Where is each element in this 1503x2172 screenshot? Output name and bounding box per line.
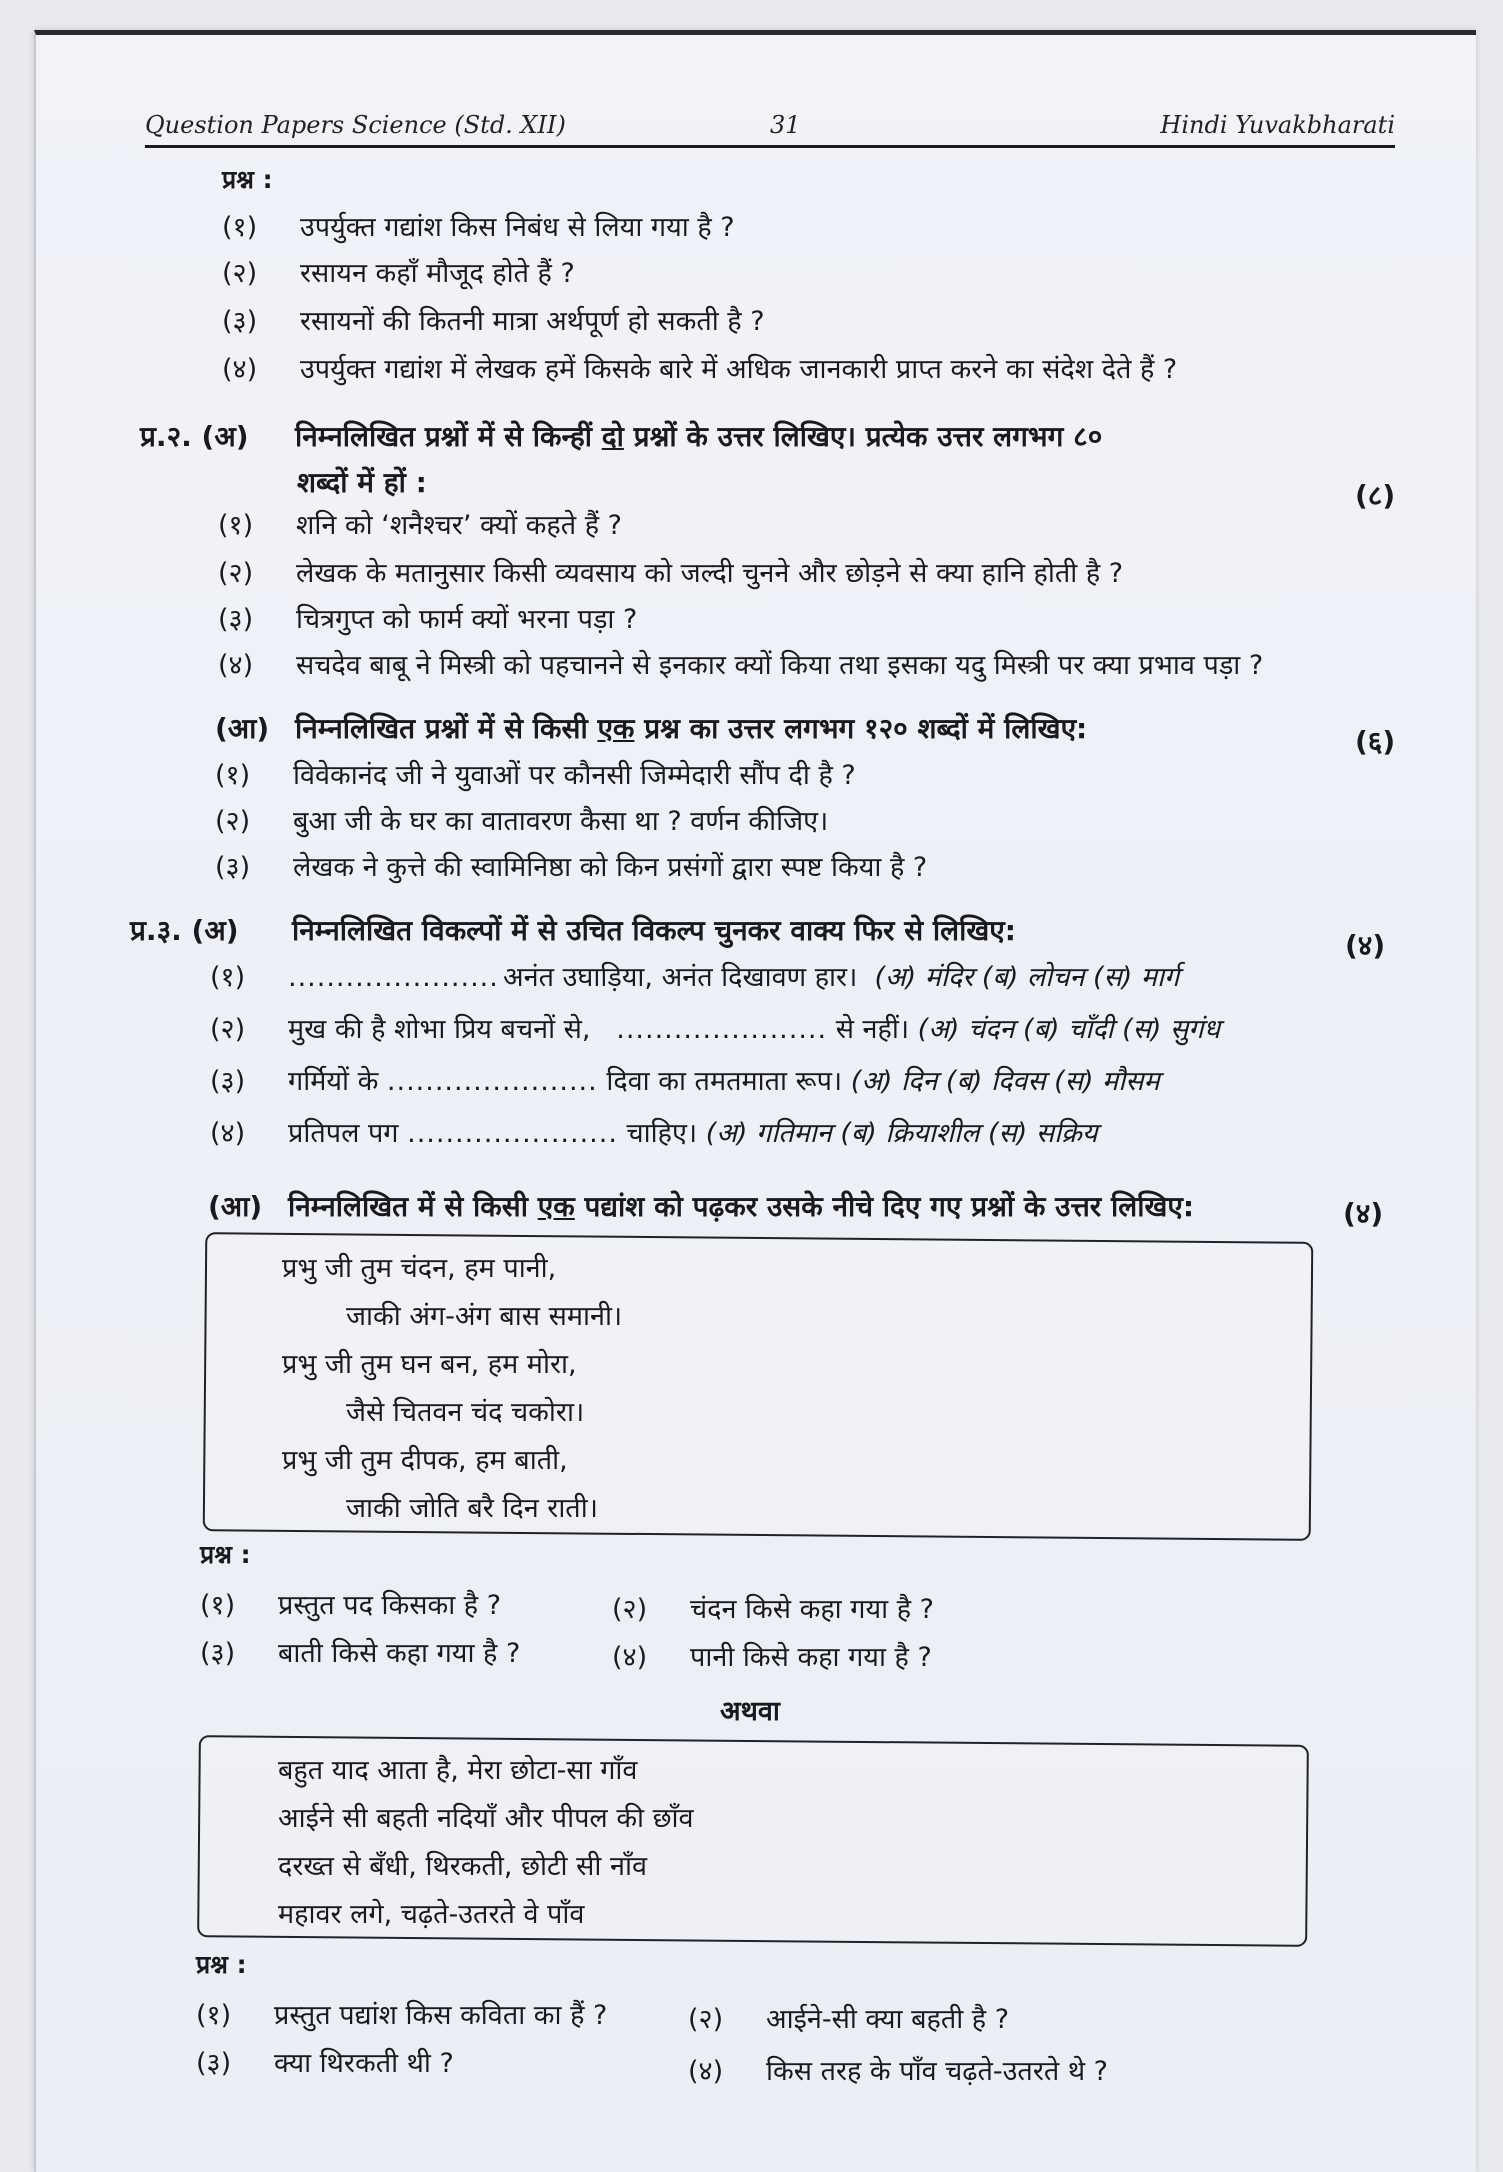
q2a-item-1: (१) शनि को ‘शनैश्चर’ क्यों कहते हैं ? (218, 510, 622, 541)
or-separator: अथवा (720, 1696, 780, 1727)
poem1-line-1: प्रभु जी तुम चंदन, हम पानी, (282, 1253, 557, 1284)
poem1-line-3: प्रभु जी तुम घन बन, हम मोरा, (282, 1349, 577, 1380)
poem2-q-3: (३) क्या थिरकती थी ? (196, 2048, 454, 2079)
q2b-item-1: (१) विवेकानंद जी ने युवाओं पर कौनसी जिम्मेदारी सौंप दी है ? (215, 760, 856, 791)
q3-part-a-heading: प्र.३. (अ) निम्नलिखित विकल्पों में से उचित विकल्प चुनकर वाक्य फिर से लिखिए: (130, 914, 1016, 947)
header-subject: Hindi Yuvakbharati (1160, 111, 1395, 139)
questions-label: प्रश्न : (222, 165, 273, 194)
poem2-line-3: दरख्त से बँधी, थिरकती, छोटी सी नाँव (278, 1851, 647, 1882)
q2-part-b-marks: (६) (1355, 725, 1396, 758)
q2a-item-4: (४) सचदेव बाबू ने मिस्त्री को पहचानने से इनकार क्यों किया तथा इसका यदु मिस्त्री पर क्या प्रभाव पड़ा ? (218, 650, 1264, 681)
poem2-line-1: बहुत याद आता है, मेरा छोटा-सा गाँव (278, 1755, 638, 1786)
poem2-q-2: (२) आईने-सी क्या बहती है ? (688, 2004, 1010, 2035)
q3a-item-3: (३) गर्मियों के ...................... दिवा का तमतमाता रूप। (अ) दिन (ब) दिवस (स) मौसम (210, 1066, 1160, 1097)
q1-item-2: (२) रसायन कहाँ मौजूद होते हैं ? (222, 258, 575, 289)
q2a-item-2: (२) लेखक के मतानुसार किसी व्यवसाय को जल्दी चुनने और छोड़ने से क्या हानि होती है ? (218, 558, 1124, 589)
q3a-item-2: (२) मुख की है शोभा प्रिय बचनों से, ...................... से नहीं। (अ) चंदन (ब) चाँदी (स) सुगंध (210, 1014, 1221, 1045)
q3a-item-1: (१) ...................... अनंत उघाड़िया, अनंत दिखावण हार। (अ) मंदिर (ब) लोचन (स) मार्ग (210, 962, 1180, 993)
q2-part-b-heading: (आ) निम्नलिखित प्रश्नों में से किसी एक प्रश्न का उत्तर लगभग १२० शब्दों में लिखिए: (215, 712, 1088, 745)
poem1-q-1: (१) प्रस्तुत पद किसका है ? (200, 1590, 502, 1621)
poem1-line-6: जाकी जोति बरै दिन राती। (346, 1493, 598, 1524)
page-number: 31 (770, 111, 801, 139)
q2-part-a-marks: (८) (1355, 479, 1396, 512)
poem1-line-4: जैसे चितवन चंद चकोरा। (346, 1397, 585, 1428)
q1-item-4: (४) उपर्युक्त गद्यांश में लेखक हमें किसके बारे में अधिक जानकारी प्राप्त करने का संदेश देते हैं ? (222, 354, 1178, 385)
q3-part-b-marks: (४) (1343, 1197, 1384, 1230)
q3a-item-4: (४) प्रतिपल पग ...................... चाहिए। (अ) गतिमान (ब) क्रियाशील (स) सक्रिय (210, 1118, 1098, 1149)
q2-number: प्र.२. (अ) (140, 420, 249, 453)
q3-part-b-heading: (आ) निम्नलिखित में से किसी एक पद्यांश को पढ़कर उसके नीचे दिए गए प्रश्नों के उत्तर लिखिए: (208, 1190, 1195, 1223)
q2b-item-2: (२) बुआ जी के घर का वातावरण कैसा था ? वर्णन कीजिए। (215, 806, 829, 837)
q2a-item-3: (३) चित्रगुप्त को फार्म क्यों भरना पड़ा ? (218, 604, 638, 635)
q2-part-a-heading: प्र.२. (अ) निम्नलिखित प्रश्नों में से किन्हीं दो प्रश्नों के उत्तर लिखिए। प्रत्येक उत्तर लगभग ८० (140, 420, 1103, 453)
poem1-questions-label: प्रश्न : (200, 1540, 251, 1569)
header-book-title: Question Papers Science (Std. XII) (145, 111, 566, 139)
q3-part-a-marks: (४) (1345, 929, 1386, 962)
poem2-q-4: (४) किस तरह के पाँव चढ़ते-उतरते थे ? (688, 2056, 1109, 2087)
poem2-q-1: (१) प्रस्तुत पद्यांश किस कविता का हैं ? (196, 2000, 608, 2031)
poem1-q-2: (२) चंदन किसे कहा गया है ? (612, 1594, 934, 1625)
page-header (145, 95, 1395, 148)
q2-part-a-heading-line2: शब्दों में हों : (297, 466, 427, 499)
poem1-line-5: प्रभु जी तुम दीपक, हम बाती, (282, 1445, 568, 1476)
q1-item-3: (३) रसायनों की कितनी मात्रा अर्थपूर्ण हो सकती है ? (222, 306, 765, 337)
q2b-item-3: (३) लेखक ने कुत्ते की स्वामिनिष्ठा को किन प्रसंगों द्वारा स्पष्ट किया है ? (215, 852, 928, 883)
poem2-line-2: आईने सी बहती नदियाँ और पीपल की छाँव (278, 1803, 694, 1834)
poem1-line-2: जाकी अंग-अंग बास समानी। (346, 1301, 623, 1332)
q1-item-1: (१) उपर्युक्त गद्यांश किस निबंध से लिया गया है ? (222, 212, 735, 243)
poem2-line-4: महावर लगे, चढ़ते-उतरते वे पाँव (278, 1899, 585, 1930)
poem1-q-4: (४) पानी किसे कहा गया है ? (612, 1642, 932, 1673)
poem2-questions-label: प्रश्न : (196, 1950, 247, 1979)
poem1-q-3: (३) बाती किसे कहा गया है ? (200, 1638, 521, 1669)
